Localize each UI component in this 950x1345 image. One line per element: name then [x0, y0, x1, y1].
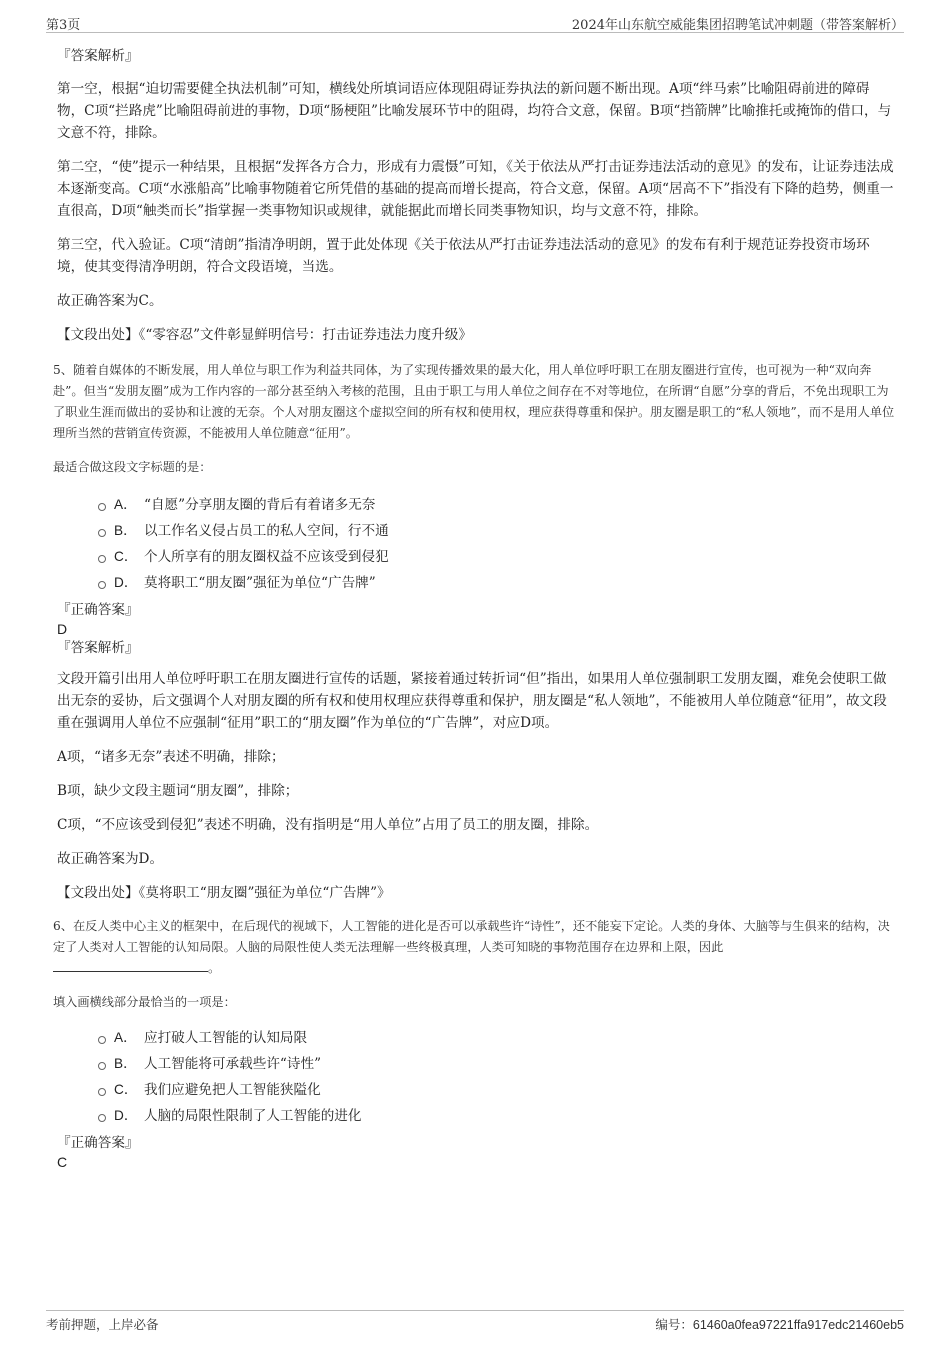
q6-option-d[interactable]: D． 人脑的局限性限制了人工智能的进化 [57, 1103, 895, 1129]
q4-source: 【文段出处】《“零容忍”文件彰显鲜明信号：打击证券违法力度升级》 [57, 327, 472, 343]
q5-answer-label: 『正确答案』 [57, 602, 139, 618]
document-code: 编号：61460a0fea97221ffa917edc21460eb5 [655, 1317, 904, 1332]
page-content [53, 46, 895, 1171]
q5-option-d[interactable]: D． 莫将职工“朋友圈”强征为单位“广告牌” [57, 570, 895, 596]
radio-icon[interactable] [98, 1062, 106, 1070]
document-title: 2024年山东航空威能集团招聘笔试冲刺题（带答案解析） [571, 18, 904, 33]
q6-stem: 6、在反人类中心主义的框架中，在后现代的视域下，人工智能的进化是否可以承载些许“诗性”，还不能妄下定论。人类的身体、大脑等与生俱来的结构，决定了人类对人工智能的认知局限。人脑的局限性使人类无法理解一些终极真理，人类可知晓的事物范围存在边界和上限，因此 。 [53, 919, 890, 975]
q5-analysis-para-3: B项，缺少文段主题词“朋友圈”，排除； [57, 783, 299, 799]
q5-option-c[interactable]: C． 个人所享有的朋友圈权益不应该受到侵犯 [57, 544, 895, 570]
q5-conclusion: 故正确答案为D。 [57, 851, 164, 867]
q6-question: 填入画横线部分最恰当的一项是： [53, 995, 236, 1009]
q5-option-b[interactable]: B． 以工作名义侵占员工的私人空间，行不通 [57, 518, 895, 544]
q4-analysis-para-3: 第三空，代入验证。C项“清朗”指清净明朗，置于此处体现《关于依法从严打击证券违法活动的意见》的发布有利于规范证券投资市场环境，使其变得清净明朗，符合文段语境，当选。 [57, 237, 870, 275]
radio-icon[interactable] [98, 1114, 106, 1122]
q5-option-a[interactable]: A． “自愿”分享朋友圈的背后有着诸多无奈 [57, 492, 895, 518]
radio-icon[interactable] [98, 503, 106, 511]
q6-option-a[interactable]: A． 应打破人工智能的认知局限 [57, 1025, 895, 1051]
q4-analysis-para-1: 第一空，根据“迫切需要健全执法机制”可知，横线处所填词语应体现阻碍证券执法的新问题不断出现。A项“绊马索”比喻阻碍前进的障碍物，C项“拦路虎”比喻阻碍前进的事物，D项“肠梗阻”比喻发展环节中的阻碍，均符合文意，保留。B项“挡箭牌”比喻推托或掩饰的借口，与文意不符，排除。 [57, 81, 892, 141]
q5-options [57, 492, 895, 596]
q5-answer: D [57, 621, 68, 637]
q6-options [57, 1025, 895, 1129]
radio-icon[interactable] [98, 1036, 106, 1044]
q5-stem: 5、随着自媒体的不断发展，用人单位与职工作为利益共同体，为了实现传播效果的最大化，用人单位呼吁职工在朋友圈进行宣传，也可视为一种“双向奔赴”。但当“发朋友圈”成为工作内容的一部分甚至纳入考核的范围，且由于职工与用人单位之间存在不对等地位，在所谓“自愿”分享的背后，不免出现职工为了职业生涯而做出的妥协和让渡的无奈。个人对朋友圈这个虚拟空间的所有权和使用权，理应获得尊重和保护。朋友圈是职工的“私人领地”，而不是用人单位理所当然的营销宣传资源，不能被用人单位随意“征用”。 [53, 363, 895, 440]
radio-icon[interactable] [98, 1088, 106, 1096]
page-footer [46, 1310, 904, 1333]
q6-option-c[interactable]: C． 我们应避免把人工智能狭隘化 [57, 1077, 895, 1103]
footer-slogan: 考前押题，上岸必备 [46, 1317, 159, 1332]
q4-analysis-label: 『答案解析』 [57, 48, 139, 64]
radio-icon[interactable] [98, 581, 106, 589]
page-header [46, 14, 904, 33]
q5-analysis-label: 『答案解析』 [57, 640, 139, 656]
q6-answer-label: 『正确答案』 [57, 1135, 139, 1151]
radio-icon[interactable] [98, 555, 106, 563]
radio-icon[interactable] [98, 529, 106, 537]
q5-analysis-para-1: 文段开篇引出用人单位呼吁职工在朋友圈进行宣传的话题，紧接着通过转折词“但”指出，如果用人单位强制职工发朋友圈，难免会使职工做出无奈的妥协，后文强调个人对朋友圈的所有权和使用权理应获得尊重和保护，朋友圈是“私人领地”，不能被用人单位随意“征用”，故文段重在强调用人单位不应强制“征用”职工的“朋友圈”作为单位的“广告牌”，对应D项。 [57, 671, 887, 731]
page-number: 第3页 [46, 18, 81, 33]
q5-analysis-para-2: A项，“诸多无奈”表述不明确，排除； [57, 749, 285, 765]
q4-analysis-para-2: 第二空，“使”提示一种结果，且根据“发挥各方合力，形成有力震慑”可知，《关于依法从严打击证券违法活动的意见》的发布，让证券违法成本逐渐变高。C项“水涨船高”比喻事物随着它所凭借的基础的提高而增长提高，符合文意，保留。A项“居高不下”指没有下降的趋势，侧重一直很高，D项“触类而长”指掌握一类事物知识或规律，就能据此而增长同类事物知识，均与文意不符，排除。 [57, 159, 894, 219]
q4-conclusion: 故正确答案为C。 [57, 293, 163, 309]
q5-question: 最适合做这段文字标题的是： [53, 460, 212, 474]
q5-source: 【文段出处】《莫将职工“朋友圈”强征为单位“广告牌”》 [57, 885, 391, 901]
q5-analysis-para-4: C项，“不应该受到侵犯”表述不明确，没有指明是“用人单位”占用了员工的朋友圈，排除。 [57, 817, 599, 833]
q6-answer: C [57, 1154, 68, 1170]
q6-option-b[interactable]: B． 人工智能将可承载些许“诗性” [57, 1051, 895, 1077]
fill-in-blank [53, 959, 208, 972]
